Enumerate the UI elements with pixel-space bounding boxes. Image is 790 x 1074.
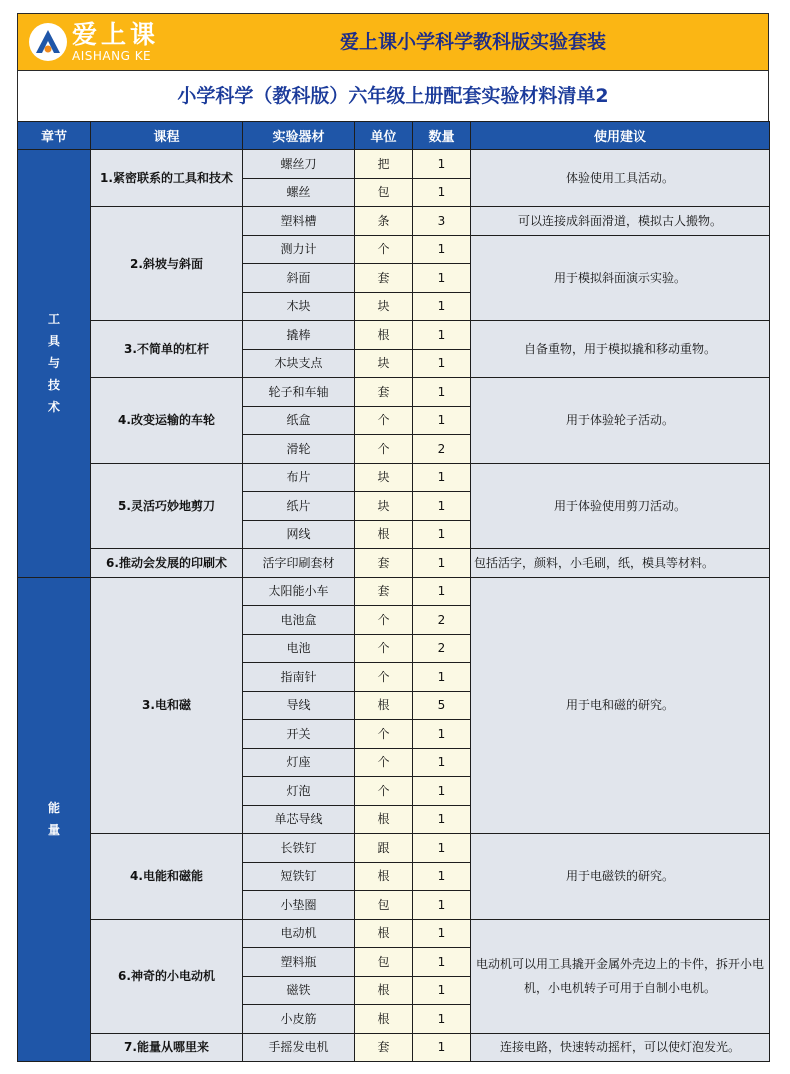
suggestion-cell: 体验使用工具活动。 <box>471 150 770 207</box>
qty-cell: 1 <box>413 349 471 378</box>
qty-cell: 1 <box>413 150 471 179</box>
course-cell: 5.灵活巧妙地剪刀 <box>91 463 243 549</box>
unit-cell: 根 <box>355 862 413 891</box>
qty-cell: 1 <box>413 406 471 435</box>
table-header-row <box>18 122 770 150</box>
unit-cell: 套 <box>355 264 413 293</box>
unit-cell: 包 <box>355 178 413 207</box>
material-cell: 导线 <box>243 691 355 720</box>
qty-cell: 1 <box>413 720 471 749</box>
page-title: 小学科学（教科版）六年级上册配套实验材料清单2 <box>17 71 769 121</box>
material-cell: 太阳能小车 <box>243 577 355 606</box>
material-cell: 小垫圈 <box>243 891 355 920</box>
unit-cell: 根 <box>355 691 413 720</box>
qty-cell: 1 <box>413 862 471 891</box>
unit-cell: 个 <box>355 720 413 749</box>
material-cell: 小皮筋 <box>243 1005 355 1034</box>
material-cell: 开关 <box>243 720 355 749</box>
qty-cell: 1 <box>413 549 471 578</box>
unit-cell: 块 <box>355 492 413 521</box>
course-cell: 3.不简单的杠杆 <box>91 321 243 378</box>
col-header-suggestion: 使用建议 <box>471 122 770 150</box>
table-row <box>18 463 770 492</box>
suggestion-cell: 用于电磁铁的研究。 <box>471 834 770 920</box>
material-cell: 电池 <box>243 634 355 663</box>
unit-cell: 个 <box>355 777 413 806</box>
brand-logo <box>28 20 176 66</box>
unit-cell: 根 <box>355 1005 413 1034</box>
material-cell: 塑料瓶 <box>243 948 355 977</box>
unit-cell: 套 <box>355 378 413 407</box>
qty-cell: 1 <box>413 577 471 606</box>
unit-cell: 跟 <box>355 834 413 863</box>
material-cell: 纸盒 <box>243 406 355 435</box>
chapter-cell-tools <box>18 150 91 578</box>
table-row <box>18 321 770 350</box>
course-cell: 6.神奇的小电动机 <box>91 919 243 1033</box>
qty-cell: 1 <box>413 178 471 207</box>
material-cell: 手摇发电机 <box>243 1033 355 1062</box>
qty-cell: 1 <box>413 378 471 407</box>
qty-cell: 1 <box>413 520 471 549</box>
material-table <box>17 121 770 1062</box>
suggestion-cell: 用于体验使用剪刀活动。 <box>471 463 770 549</box>
qty-cell: 3 <box>413 207 471 236</box>
col-header-unit: 单位 <box>355 122 413 150</box>
unit-cell: 个 <box>355 435 413 464</box>
unit-cell: 个 <box>355 634 413 663</box>
material-cell: 螺丝刀 <box>243 150 355 179</box>
qty-cell: 1 <box>413 292 471 321</box>
unit-cell: 把 <box>355 150 413 179</box>
unit-cell: 个 <box>355 663 413 692</box>
course-cell: 4.改变运输的车轮 <box>91 378 243 464</box>
unit-cell: 根 <box>355 321 413 350</box>
suggestion-cell: 自备重物，用于模拟撬和移动重物。 <box>471 321 770 378</box>
unit-cell: 根 <box>355 805 413 834</box>
table-row <box>18 577 770 606</box>
course-cell: 2.斜坡与斜面 <box>91 207 243 321</box>
qty-cell: 1 <box>413 663 471 692</box>
qty-cell: 1 <box>413 777 471 806</box>
material-cell: 滑轮 <box>243 435 355 464</box>
material-cell: 指南针 <box>243 663 355 692</box>
chapter-label-tools: 工 具 与 技 术 <box>47 312 60 415</box>
qty-cell: 1 <box>413 1033 471 1062</box>
material-cell: 布片 <box>243 463 355 492</box>
banner-title: 爱上课小学科学教科版实验套装 <box>339 31 606 53</box>
suggestion-cell: 可以连接成斜面滑道，模拟古人搬物。 <box>471 207 770 236</box>
unit-cell: 根 <box>355 976 413 1005</box>
col-header-material: 实验器材 <box>243 122 355 150</box>
qty-cell: 1 <box>413 463 471 492</box>
unit-cell: 套 <box>355 577 413 606</box>
qty-cell: 5 <box>413 691 471 720</box>
material-cell: 木块支点 <box>243 349 355 378</box>
unit-cell: 个 <box>355 406 413 435</box>
suggestion-cell: 连接电路，快速转动摇杆，可以使灯泡发光。 <box>471 1033 770 1062</box>
unit-cell: 根 <box>355 520 413 549</box>
qty-cell: 2 <box>413 435 471 464</box>
qty-cell: 1 <box>413 919 471 948</box>
unit-cell: 个 <box>355 606 413 635</box>
qty-cell: 2 <box>413 634 471 663</box>
course-cell: 4.电能和磁能 <box>91 834 243 920</box>
course-cell: 3.电和磁 <box>91 577 243 834</box>
unit-cell: 包 <box>355 948 413 977</box>
suggestion-cell: 包括活字，颜料，小毛刷，纸，模具等材料。 <box>471 549 770 578</box>
material-cell: 塑料槽 <box>243 207 355 236</box>
material-cell: 纸片 <box>243 492 355 521</box>
material-cell: 撬棒 <box>243 321 355 350</box>
material-cell: 螺丝 <box>243 178 355 207</box>
unit-cell: 个 <box>355 235 413 264</box>
table-row <box>18 150 770 179</box>
material-cell: 单芯导线 <box>243 805 355 834</box>
unit-cell: 块 <box>355 292 413 321</box>
qty-cell: 1 <box>413 264 471 293</box>
material-cell: 长铁钉 <box>243 834 355 863</box>
unit-cell: 包 <box>355 891 413 920</box>
material-cell: 活字印刷套材 <box>243 549 355 578</box>
material-cell: 电动机 <box>243 919 355 948</box>
qty-cell: 1 <box>413 891 471 920</box>
material-cell: 测力计 <box>243 235 355 264</box>
header-banner <box>17 13 769 71</box>
material-cell: 木块 <box>243 292 355 321</box>
material-cell: 电池盒 <box>243 606 355 635</box>
logo-pinyin: AISHANG KE <box>72 49 152 63</box>
logo-name: 爱上课 <box>72 20 160 49</box>
table-row <box>18 378 770 407</box>
unit-cell: 套 <box>355 549 413 578</box>
logo-icon <box>28 22 68 62</box>
col-header-chapter: 章节 <box>18 122 91 150</box>
chapter-cell-energy <box>18 577 91 1062</box>
unit-cell: 个 <box>355 748 413 777</box>
unit-cell: 条 <box>355 207 413 236</box>
qty-cell: 1 <box>413 834 471 863</box>
material-list-sheet <box>17 13 769 1062</box>
unit-cell: 块 <box>355 463 413 492</box>
course-cell: 1.紧密联系的工具和技术 <box>91 150 243 207</box>
col-header-qty: 数量 <box>413 122 471 150</box>
suggestion-cell: 电动机可以用工具撬开金属外壳边上的卡件，拆开小电机，小电机转子可用于自制小电机。 <box>471 919 770 1033</box>
suggestion-cell: 用于体验轮子活动。 <box>471 378 770 464</box>
suggestion-cell: 用于模拟斜面演示实验。 <box>471 235 770 321</box>
col-header-course: 课程 <box>91 122 243 150</box>
course-cell: 6.推动会发展的印刷术 <box>91 549 243 578</box>
qty-cell: 1 <box>413 321 471 350</box>
material-cell: 磁铁 <box>243 976 355 1005</box>
material-cell: 短铁钉 <box>243 862 355 891</box>
qty-cell: 1 <box>413 492 471 521</box>
table-row <box>18 1033 770 1062</box>
chapter-label-energy: 能 量 <box>47 801 60 838</box>
unit-cell: 套 <box>355 1033 413 1062</box>
table-row <box>18 919 770 948</box>
table-row <box>18 549 770 578</box>
table-row <box>18 834 770 863</box>
qty-cell: 1 <box>413 748 471 777</box>
qty-cell: 1 <box>413 805 471 834</box>
material-cell: 网线 <box>243 520 355 549</box>
unit-cell: 块 <box>355 349 413 378</box>
suggestion-cell: 用于电和磁的研究。 <box>471 577 770 834</box>
qty-cell: 2 <box>413 606 471 635</box>
material-cell: 灯座 <box>243 748 355 777</box>
material-cell: 轮子和车轴 <box>243 378 355 407</box>
qty-cell: 1 <box>413 948 471 977</box>
course-cell: 7.能量从哪里来 <box>91 1033 243 1062</box>
material-cell: 灯泡 <box>243 777 355 806</box>
qty-cell: 1 <box>413 235 471 264</box>
qty-cell: 1 <box>413 976 471 1005</box>
table-row <box>18 207 770 236</box>
material-cell: 斜面 <box>243 264 355 293</box>
unit-cell: 根 <box>355 919 413 948</box>
qty-cell: 1 <box>413 1005 471 1034</box>
